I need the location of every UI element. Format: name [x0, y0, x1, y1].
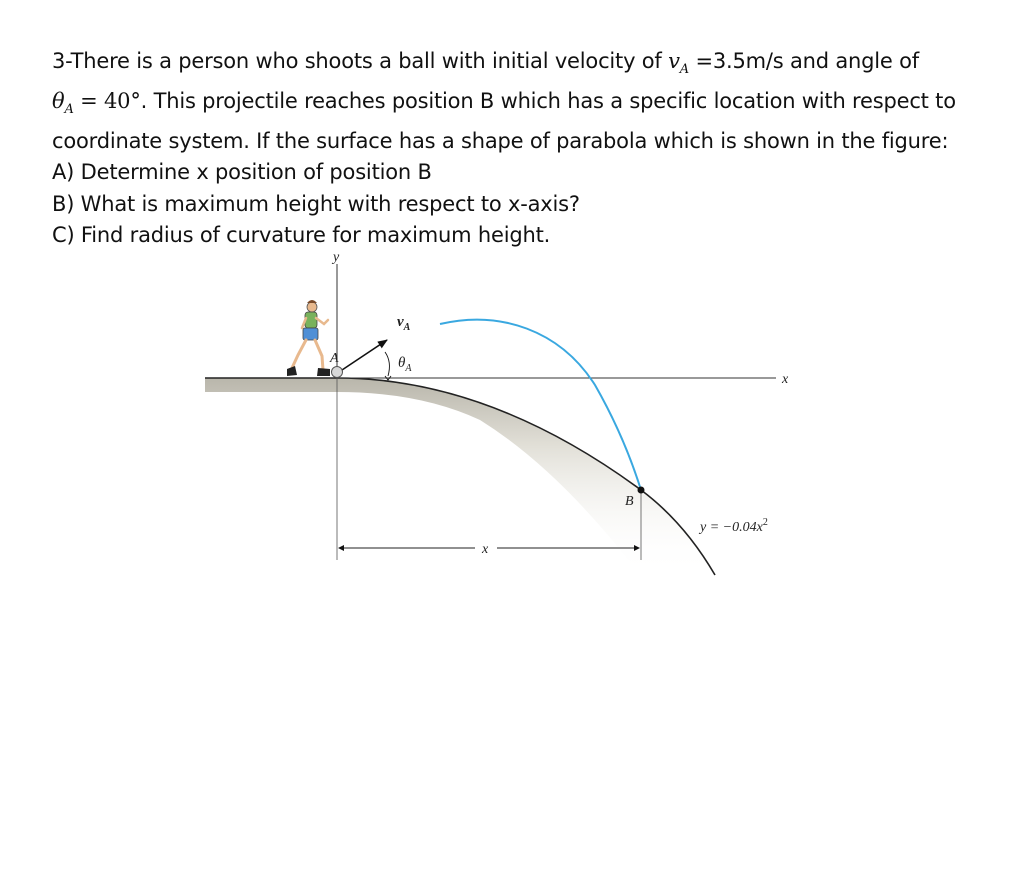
problem-intro: 3-There is a person who shoots a ball with initial velocity of: [52, 49, 669, 73]
ground-shading: [205, 378, 715, 575]
problem-line-3: coordinate system. If the surface has a shape of parabola which is shown in the figure:: [52, 128, 949, 153]
question-b: B) What is maximum height with respect to x-axis?: [52, 191, 580, 216]
problem-line-2-text: . This projectile reaches position B which has a specific location with respect to: [140, 88, 956, 113]
angle-arc: [385, 352, 389, 376]
velocity-label: $v_A$: [397, 314, 411, 333]
velocity-symbol: $v_A$: [668, 49, 689, 78]
angle-value: = 40°: [73, 88, 141, 113]
point-b-marker: [638, 487, 645, 494]
parabola-equation: $y = -0.04x^2$: [700, 517, 768, 535]
dimension-label: x: [482, 542, 489, 557]
angle-symbol: $\theta_A$: [52, 88, 74, 117]
velocity-vector: [342, 340, 387, 370]
angle-label: $\theta_A$: [398, 355, 412, 374]
velocity-value: =3.5m/s and angle of: [688, 49, 919, 73]
x-axis-label: x: [782, 372, 789, 387]
question-c: C) Find radius of curvature for maximum height.: [52, 223, 551, 248]
point-a-label: A: [330, 351, 339, 366]
question-a: A) Determine x position of position B: [52, 160, 432, 185]
point-b-label: B: [625, 494, 634, 509]
ball-icon: [332, 367, 343, 378]
y-axis-label: y: [333, 250, 340, 265]
person-icon: [287, 300, 330, 376]
